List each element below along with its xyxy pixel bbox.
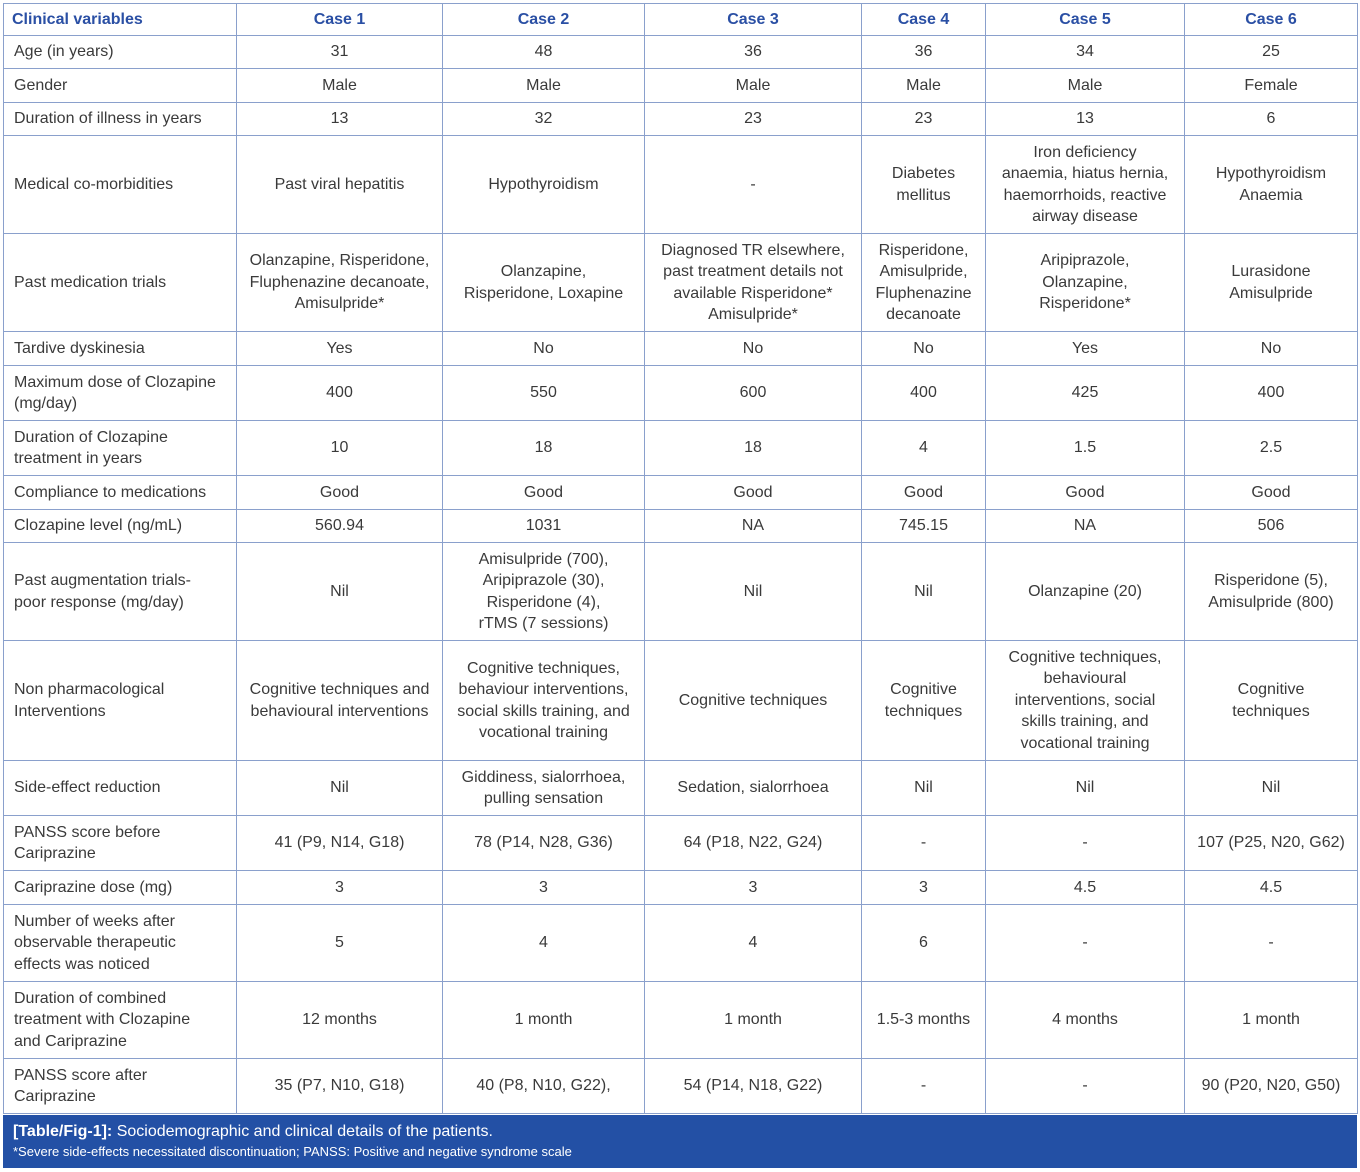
- table-row: [4, 510, 1358, 543]
- case-3-cell: 23: [645, 103, 862, 136]
- clinical-details-table: [3, 3, 1358, 1114]
- case-6-cell: 1 month: [1185, 982, 1358, 1059]
- case-1-cell: 400: [237, 366, 443, 421]
- case-3-cell: 54 (P14, N18, G22): [645, 1059, 862, 1114]
- case-6-cell: 400: [1185, 366, 1358, 421]
- table-row: [4, 905, 1358, 982]
- case-4-cell: 36: [862, 36, 986, 69]
- case-4-cell: Diabetes mellitus: [862, 136, 986, 234]
- case-3-cell: Nil: [645, 543, 862, 641]
- case-2-cell: 1 month: [443, 982, 645, 1059]
- case-1-cell: 31: [237, 36, 443, 69]
- case-6-cell: Risperidone (5), Amisulpride (800): [1185, 543, 1358, 641]
- case-3-cell: 4: [645, 905, 862, 982]
- case-3-cell: 3: [645, 871, 862, 905]
- row-label: Compliance to medications: [4, 476, 237, 510]
- table-row: [4, 332, 1358, 366]
- caption-tag: [Table/Fig-1]:: [13, 1123, 113, 1140]
- case-4-cell: Good: [862, 476, 986, 510]
- case-5-cell: -: [986, 1059, 1185, 1114]
- row-label: Gender: [4, 69, 237, 103]
- row-label: Duration of Clozapine treatment in years: [4, 421, 237, 476]
- row-label: PANSS score before Cariprazine: [4, 816, 237, 871]
- table-row: [4, 69, 1358, 103]
- case-1-cell: 5: [237, 905, 443, 982]
- row-label: Duration of combined treatment with Clozapine and Cariprazine: [4, 982, 237, 1059]
- case-5-cell: -: [986, 905, 1185, 982]
- header-case-2: Case 2: [443, 4, 645, 36]
- case-3-cell: 64 (P18, N22, G24): [645, 816, 862, 871]
- case-1-cell: Good: [237, 476, 443, 510]
- case-5-cell: 13: [986, 103, 1185, 136]
- case-5-cell: Male: [986, 69, 1185, 103]
- table-row: [4, 421, 1358, 476]
- table-row: [4, 816, 1358, 871]
- case-2-cell: 4: [443, 905, 645, 982]
- header-case-5: Case 5: [986, 4, 1185, 36]
- case-5-cell: Good: [986, 476, 1185, 510]
- case-3-cell: NA: [645, 510, 862, 543]
- table-row: [4, 476, 1358, 510]
- case-3-cell: Diagnosed TR elsewhere, past treatment details not available Risperidone* Amisulpride*: [645, 234, 862, 332]
- case-6-cell: 2.5: [1185, 421, 1358, 476]
- case-3-cell: 18: [645, 421, 862, 476]
- case-2-cell: Amisulpride (700), Aripiprazole (30), Risperidone (4), rTMS (7 sessions): [443, 543, 645, 641]
- case-4-cell: 745.15: [862, 510, 986, 543]
- table-container: [3, 3, 1357, 1114]
- case-4-cell: Nil: [862, 543, 986, 641]
- row-label: Tardive dyskinesia: [4, 332, 237, 366]
- case-1-cell: 41 (P9, N14, G18): [237, 816, 443, 871]
- case-6-cell: 25: [1185, 36, 1358, 69]
- case-4-cell: 23: [862, 103, 986, 136]
- row-label: Past medication trials: [4, 234, 237, 332]
- case-3-cell: 600: [645, 366, 862, 421]
- case-5-cell: 4.5: [986, 871, 1185, 905]
- case-1-cell: 12 months: [237, 982, 443, 1059]
- case-6-cell: 506: [1185, 510, 1358, 543]
- case-2-cell: No: [443, 332, 645, 366]
- table-row: [4, 366, 1358, 421]
- case-4-cell: 3: [862, 871, 986, 905]
- header-case-1: Case 1: [237, 4, 443, 36]
- case-2-cell: 40 (P8, N10, G22),: [443, 1059, 645, 1114]
- case-5-cell: Yes: [986, 332, 1185, 366]
- case-6-cell: -: [1185, 905, 1358, 982]
- case-4-cell: 1.5-3 months: [862, 982, 986, 1059]
- case-4-cell: Risperidone, Amisulpride, Fluphenazine decanoate: [862, 234, 986, 332]
- header-case-6: Case 6: [1185, 4, 1358, 36]
- case-5-cell: Olanzapine (20): [986, 543, 1185, 641]
- case-6-cell: Good: [1185, 476, 1358, 510]
- case-2-cell: Olanzapine, Risperidone, Loxapine: [443, 234, 645, 332]
- case-3-cell: 1 month: [645, 982, 862, 1059]
- table-row: [4, 982, 1358, 1059]
- case-1-cell: Cognitive techniques and behavioural interventions: [237, 641, 443, 761]
- row-label: PANSS score after Cariprazine: [4, 1059, 237, 1114]
- case-1-cell: 3: [237, 871, 443, 905]
- table-row: [4, 1059, 1358, 1114]
- case-4-cell: -: [862, 816, 986, 871]
- case-4-cell: Cognitive techniques: [862, 641, 986, 761]
- case-6-cell: No: [1185, 332, 1358, 366]
- case-2-cell: 48: [443, 36, 645, 69]
- header-case-3: Case 3: [645, 4, 862, 36]
- case-6-cell: Lurasidone Amisulpride: [1185, 234, 1358, 332]
- case-4-cell: No: [862, 332, 986, 366]
- case-6-cell: Cognitive techniques: [1185, 641, 1358, 761]
- case-2-cell: 18: [443, 421, 645, 476]
- case-5-cell: NA: [986, 510, 1185, 543]
- case-1-cell: Olanzapine, Risperidone, Fluphenazine decanoate, Amisulpride*: [237, 234, 443, 332]
- case-5-cell: Cognitive techniques, behavioural interventions, social skills training, and vocational training: [986, 641, 1185, 761]
- case-6-cell: 90 (P20, N20, G50): [1185, 1059, 1358, 1114]
- row-label: Non pharmacological Interventions: [4, 641, 237, 761]
- table-row: [4, 103, 1358, 136]
- table-row: [4, 234, 1358, 332]
- case-3-cell: Male: [645, 69, 862, 103]
- case-1-cell: 35 (P7, N10, G18): [237, 1059, 443, 1114]
- row-label: Past augmentation trials- poor response (mg/day): [4, 543, 237, 641]
- case-2-cell: Giddiness, sialorrhoea, pulling sensation: [443, 761, 645, 816]
- case-1-cell: Nil: [237, 761, 443, 816]
- table-row: [4, 543, 1358, 641]
- case-2-cell: 550: [443, 366, 645, 421]
- case-1-cell: 560.94: [237, 510, 443, 543]
- caption-title-line: [13, 1121, 1347, 1143]
- case-1-cell: Male: [237, 69, 443, 103]
- case-2-cell: 1031: [443, 510, 645, 543]
- case-1-cell: Yes: [237, 332, 443, 366]
- row-label: Medical co-morbidities: [4, 136, 237, 234]
- case-2-cell: Cognitive techniques, behaviour interventions, social skills training, and vocational training: [443, 641, 645, 761]
- case-3-cell: No: [645, 332, 862, 366]
- case-1-cell: Past viral hepatitis: [237, 136, 443, 234]
- table-header-row: [4, 4, 1358, 36]
- case-1-cell: Nil: [237, 543, 443, 641]
- case-5-cell: 425: [986, 366, 1185, 421]
- case-5-cell: Iron deficiency anaemia, hiatus hernia, haemorrhoids, reactive airway disease: [986, 136, 1185, 234]
- row-label: Duration of illness in years: [4, 103, 237, 136]
- case-5-cell: Nil: [986, 761, 1185, 816]
- case-5-cell: -: [986, 816, 1185, 871]
- case-2-cell: Hypothyroidism: [443, 136, 645, 234]
- case-5-cell: Aripiprazole, Olanzapine, Risperidone*: [986, 234, 1185, 332]
- case-4-cell: 4: [862, 421, 986, 476]
- row-label: Clozapine level (ng/mL): [4, 510, 237, 543]
- case-2-cell: Good: [443, 476, 645, 510]
- case-2-cell: 32: [443, 103, 645, 136]
- case-1-cell: 13: [237, 103, 443, 136]
- caption-title: Sociodemographic and clinical details of the patients.: [112, 1123, 493, 1140]
- case-6-cell: Female: [1185, 69, 1358, 103]
- row-label: Maximum dose of Clozapine (mg/day): [4, 366, 237, 421]
- row-label: Cariprazine dose (mg): [4, 871, 237, 905]
- table-row: [4, 136, 1358, 234]
- case-4-cell: 400: [862, 366, 986, 421]
- case-6-cell: Nil: [1185, 761, 1358, 816]
- case-3-cell: Sedation, sialorrhoea: [645, 761, 862, 816]
- table-row: [4, 36, 1358, 69]
- table-row: [4, 871, 1358, 905]
- table-row: [4, 641, 1358, 761]
- table-caption: [3, 1115, 1357, 1168]
- case-5-cell: 34: [986, 36, 1185, 69]
- table-row: [4, 761, 1358, 816]
- case-4-cell: -: [862, 1059, 986, 1114]
- case-5-cell: 4 months: [986, 982, 1185, 1059]
- case-6-cell: Hypothyroidism Anaemia: [1185, 136, 1358, 234]
- row-label: Number of weeks after observable therapeutic effects was noticed: [4, 905, 237, 982]
- case-2-cell: 3: [443, 871, 645, 905]
- case-4-cell: Male: [862, 69, 986, 103]
- case-4-cell: 6: [862, 905, 986, 982]
- row-label: Side-effect reduction: [4, 761, 237, 816]
- table-body: [4, 36, 1358, 1114]
- case-5-cell: 1.5: [986, 421, 1185, 476]
- case-6-cell: 107 (P25, N20, G62): [1185, 816, 1358, 871]
- case-1-cell: 10: [237, 421, 443, 476]
- case-2-cell: 78 (P14, N28, G36): [443, 816, 645, 871]
- case-6-cell: 6: [1185, 103, 1358, 136]
- case-3-cell: Cognitive techniques: [645, 641, 862, 761]
- case-4-cell: Nil: [862, 761, 986, 816]
- row-label: Age (in years): [4, 36, 237, 69]
- case-3-cell: Good: [645, 476, 862, 510]
- header-case-4: Case 4: [862, 4, 986, 36]
- case-3-cell: 36: [645, 36, 862, 69]
- case-6-cell: 4.5: [1185, 871, 1358, 905]
- caption-footnote: *Severe side-effects necessitated discontinuation; PANSS: Positive and negative syndrome scale: [13, 1144, 572, 1159]
- case-2-cell: Male: [443, 69, 645, 103]
- case-3-cell: -: [645, 136, 862, 234]
- header-clinical-variables: Clinical variables: [4, 4, 237, 36]
